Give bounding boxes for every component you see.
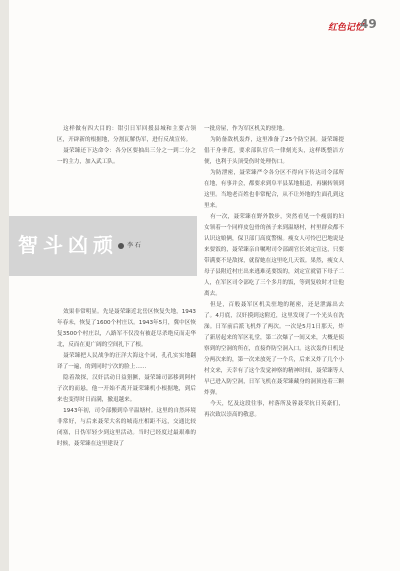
article-title: 智斗凶顽 [18,233,118,257]
paragraph: 聂荣臻把人民战争的汪洋大海这个词，孔孔实实地翻译了一遍，的到同时宁次的脸上…… [57,353,196,370]
paragraph: 这样做有四大目的：钳引日军回援县城和主要占领区，开辟新的根据地，分割瓦解伪军，进行反战宣传。 [57,126,196,143]
paragraph: 为防泄密，聂荣臻严令各分区不得向下传达司令部所在地，有事并会，都要求到阜平县某地报道，再辗转领到这里。当地老百姓也非常配合，从不让外地的生面孔到这里来。 [204,170,344,209]
paragraph: 一批房屋，作为军区机关的驻地。 [204,126,288,132]
paragraph: 效果非常明显。先是聂荣臻近北岳区恢复失地，1943年春未，恢复了1600个村庄以。1943年5月，冀中区恢复3500个村庄以，八路军不仅没有被赶尽杀绝反而走华北，反而在更广阔的空间扎下了根。 [57,309,196,348]
left-column-top [57,124,196,168]
paragraph: 今天，忆及这段往事，村落所及蓉聂荣抗日英豪们，再次致以崇高的敬意。 [204,401,344,418]
paragraph: 1943年初，司令部搬到阜平温塘村。这里的自然环境非常好，与后来聂荣大名的城南庄相距不远，交通比较闭塞，日伪军轻少到这里活动。当时已经度过最艰难的时候，聂荣臻在这里建设了 [57,408,196,447]
right-column [204,124,344,421]
author-name: 李 石 [127,242,141,249]
paragraph: 但是，百般聂军区机关驻地的秘密，还是泄露出去了。4月底，汉奸摸到这附近，这里发现了一个光头在洗澡。日军前后派飞机炸了两次。一次是5月1日那天，炸了新居起来的军区礼堂，第二次爆了一间又来，大概是侦察到的空洞的所在，直接炸防空洞入口。这次轰炸日机是分两次来的，第一次来放死了一个兵，后来又炸了几个小村文来，天幸有了这个发觉神察的精神时间，聂荣臻等人早已进入防空洞，日军飞机在聂荣臻藏身的洞顶连着三颗炸弹。 [204,302,344,396]
binding-strip [0,0,9,571]
article-author [118,240,141,249]
page-number: 49 [360,17,377,31]
section-header-mark: 红色记忆 [328,23,365,33]
paragraph: 聂荣臻还下达命令：各分区要抽出三分之一到二分之一的主力，加入武工队。 [57,148,196,165]
paragraph: 隐着敌探，汉奸活动日益猖獗，聂荣臻司部移到阿村子次的而悬，他一开始不离开聂荣臻机小根据地，到后来也变得时日而满，撤退越来。 [57,375,196,403]
left-column-bottom [57,307,196,450]
paragraph: 为防备敌机轰炸，这里准备了25个防空洞。聂荣臻提倡干身垂范，要求部队官兵一律刻光头，这样既整洁方便，也利于头顶受伤时处理伤口。 [204,137,344,165]
paragraph: 有一次，聂荣臻在野外散步，突然看见一个瘦弱的妇女领着一个同样皮包骨的孩子来到温塘村，村里群众都不认识这娘俩，保卫部门高度警惕。瘦女人可怜巴巴地说是来要饭的，聂荣臻亲自嘱咐司令部副官长刘定宣这，只要带满要不是敌探，就留她在这里吃几天饭。果然，瘦女人母子县附近村庄出来逃难觅要饭的，刘定宣就留下母子二人，在军区司令部吃了三个多月的饭，等到复收时才让他离去。 [204,214,344,297]
author-bullet-icon [118,243,124,249]
